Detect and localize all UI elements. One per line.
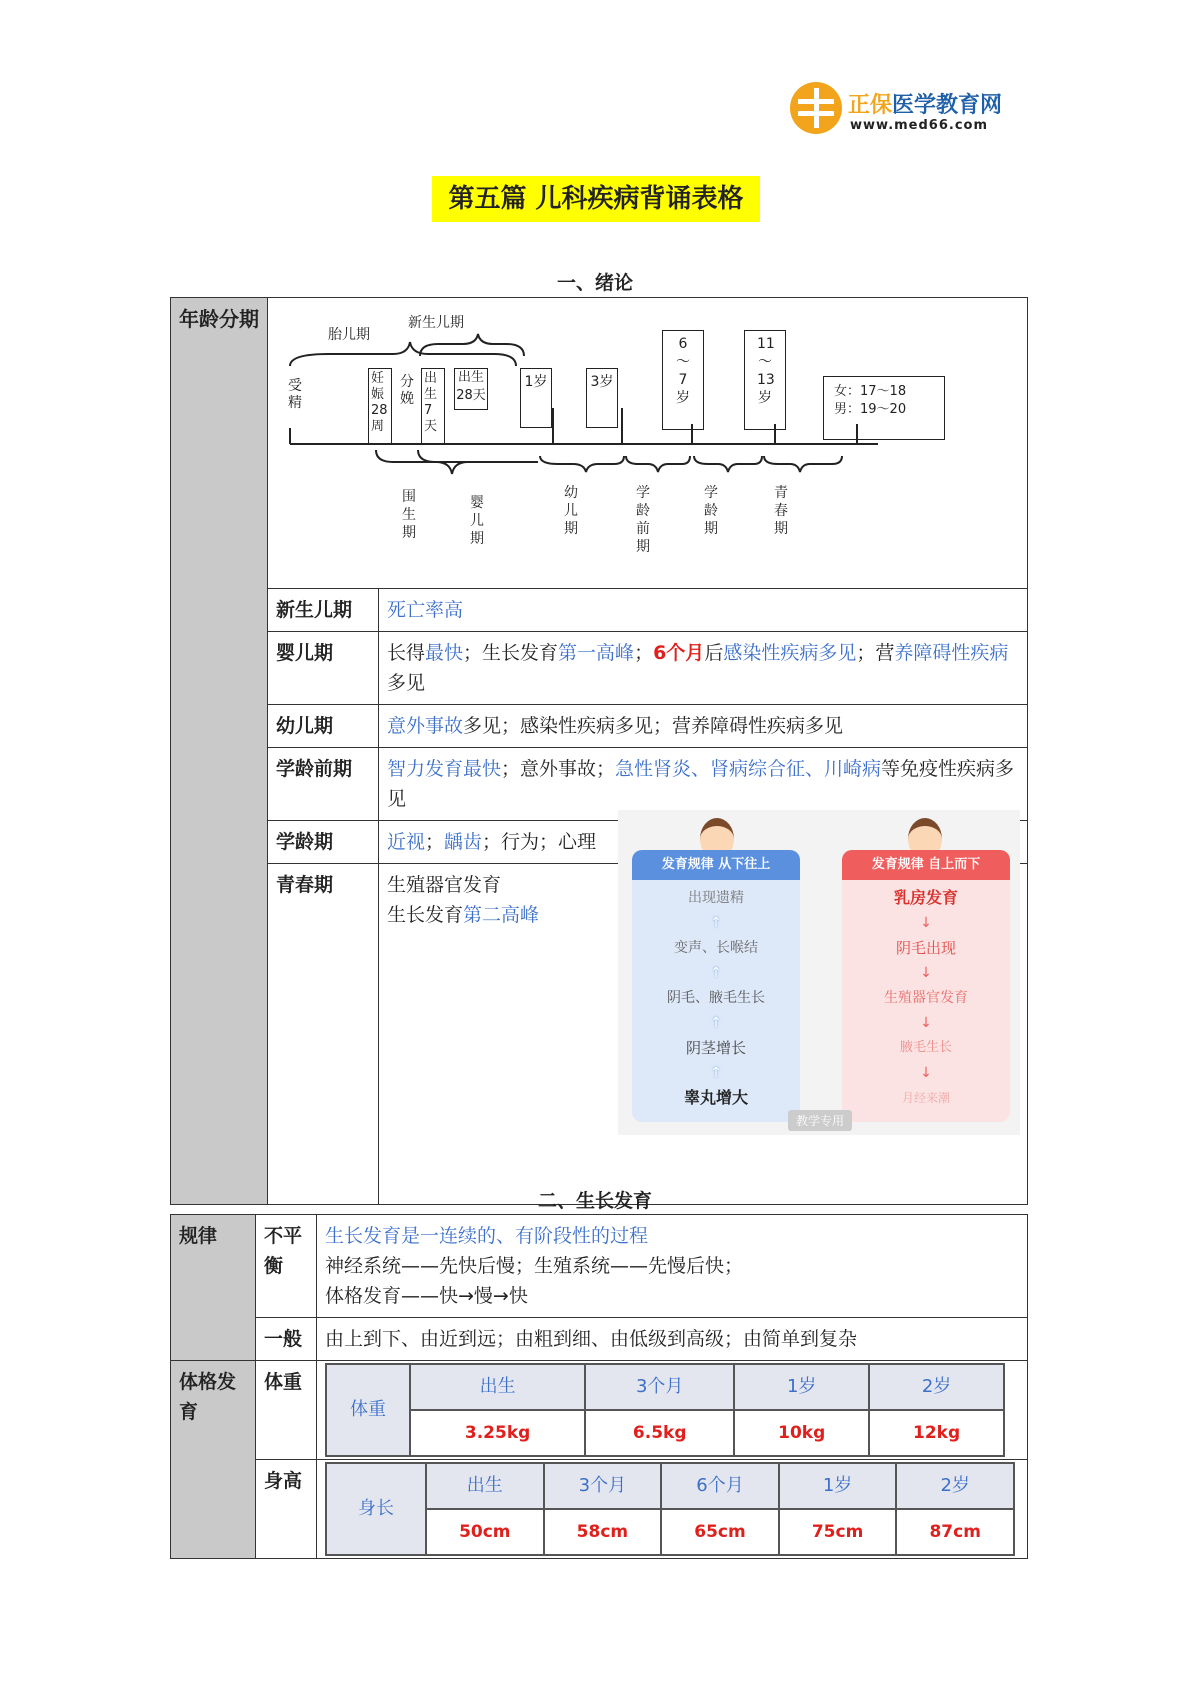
period-preschool: 学龄前期	[268, 748, 379, 821]
period-neonatal-desc: 死亡率高	[379, 589, 1028, 632]
uneven-line-3: 体格发育——快→慢→快	[325, 1285, 528, 1307]
down-arrow-icon: ↓	[920, 915, 932, 931]
label-preschool: 学龄前期	[636, 485, 650, 555]
marker-conception: 受精	[288, 378, 302, 411]
section-heading-growth: 二、生长发育	[537, 1190, 652, 1212]
period-toddler-desc: 意外事故多见；感染性疾病多见；营养障碍性疾病多见	[379, 705, 1028, 748]
logo-name: 正保医学教育网	[848, 93, 1003, 118]
period-preschool-desc: 智力发育最快；意外事故；急性肾炎、肾病综合征、川崎病等免疫性疾病多见	[379, 748, 1028, 821]
document-title: 第五篇 儿科疾病背诵表格	[432, 176, 760, 222]
weight-value: 10kg	[734, 1410, 869, 1456]
weight-header: 出生	[410, 1364, 585, 1410]
marker-delivery: 分娩	[400, 374, 414, 407]
up-arrow-icon: ↑	[710, 965, 722, 981]
down-arrow-icon: ↓	[920, 965, 932, 981]
logo-url: www.med66.com	[850, 118, 989, 133]
row-label-physical: 体格发育	[171, 1361, 256, 1559]
height-header: 1岁	[779, 1463, 897, 1509]
weight-table	[325, 1363, 1005, 1457]
teaching-use-stamp: 教学专用	[788, 1110, 852, 1131]
boy-step-1: 出现遗精	[688, 890, 744, 906]
weight-cell	[317, 1361, 1028, 1460]
adolescence-line-1: 生殖器官发育	[387, 874, 502, 896]
general-desc: 由上到下、由近到远；由粗到细、由低级到高级；由简单到复杂	[317, 1318, 1028, 1361]
up-arrow-icon: ↑	[710, 1015, 722, 1031]
label-height: 身高	[256, 1460, 317, 1559]
weight-header: 3个月	[585, 1364, 734, 1410]
weight-header: 1岁	[734, 1364, 869, 1410]
weight-value: 6.5kg	[585, 1410, 734, 1456]
height-value: 75cm	[779, 1509, 897, 1555]
marker-28-weeks: 妊娠28周	[368, 368, 392, 444]
growth-table	[170, 1214, 1028, 1559]
height-cell	[317, 1460, 1028, 1559]
marker-1-year: 1岁	[520, 368, 552, 428]
height-value: 65cm	[661, 1509, 779, 1555]
label-uneven: 不平衡	[256, 1215, 317, 1318]
age-period-diagram	[268, 298, 1018, 588]
label-infant: 婴儿期	[470, 495, 484, 547]
height-table	[325, 1462, 1015, 1556]
girl-step-1: 乳房发育	[893, 888, 958, 907]
label-weight: 体重	[256, 1361, 317, 1460]
period-school-age: 学龄期	[268, 821, 379, 864]
weight-inner-label: 体重	[326, 1364, 410, 1456]
girl-column-header: 发育规律 自上而下	[842, 850, 1010, 880]
girl-step-4: 腋毛生长	[899, 1040, 952, 1055]
girl-development-column	[842, 850, 1010, 1122]
marker-11-13-years: 11～13岁	[744, 330, 786, 430]
label-perinatal: 围生期	[402, 489, 416, 541]
girl-step-3: 生殖器官发育	[884, 990, 968, 1006]
logo-icon	[790, 82, 842, 134]
height-header: 2岁	[896, 1463, 1014, 1509]
age-diagram-cell	[268, 298, 1028, 589]
weight-header: 2岁	[869, 1364, 1004, 1410]
height-inner-label: 身长	[326, 1463, 426, 1555]
female-age: 女：17～18	[834, 384, 907, 399]
boy-step-2: 变声、长喉结	[674, 940, 758, 956]
male-age: 男：19～20	[834, 402, 907, 417]
up-arrow-icon: ↑	[710, 915, 722, 931]
brand-logo	[790, 80, 1020, 140]
girl-step-2: 阴毛出现	[895, 939, 956, 957]
label-toddler: 幼儿期	[564, 485, 578, 537]
period-infant-desc: 长得最快；生长发育第一高峰；6个月后感染性疾病多见；营养障碍性疾病多见	[379, 632, 1028, 705]
adolescence-line-2: 生长发育第二高峰	[387, 904, 540, 926]
boy-column-header: 发育规律 从下往上	[632, 850, 800, 880]
label-general: 一般	[256, 1318, 317, 1361]
height-value: 50cm	[426, 1509, 544, 1555]
label-school-age: 学龄期	[704, 485, 718, 537]
boy-step-3: 阴毛、腋毛生长	[667, 990, 765, 1006]
weight-value: 12kg	[869, 1410, 1004, 1456]
girl-step-5: 月经来潮	[901, 1091, 950, 1105]
height-header: 6个月	[661, 1463, 779, 1509]
period-school-age-desc: 近视；龋齿；行为；心理	[379, 821, 1028, 864]
down-arrow-icon: ↓	[920, 1015, 932, 1031]
down-arrow-icon: ↓	[920, 1065, 932, 1081]
uneven-line-2: 神经系统——先快后慢；生殖系统——先慢后快；	[325, 1255, 744, 1277]
period-adolescence: 青春期	[268, 864, 379, 1205]
row-label-rules: 规律	[171, 1215, 256, 1361]
weight-value: 3.25kg	[410, 1410, 585, 1456]
height-value: 87cm	[896, 1509, 1014, 1555]
boy-development-column	[632, 850, 800, 1122]
marker-6-7-years: 6～7岁	[662, 330, 704, 430]
label-neonatal: 新生儿期	[408, 315, 464, 331]
marker-birth-28-days: 出生28天	[454, 368, 488, 410]
period-neonatal: 新生儿期	[268, 589, 379, 632]
up-arrow-icon: ↑	[710, 1065, 722, 1081]
marker-birth-7-days: 出生7天	[421, 368, 445, 444]
height-header: 3个月	[544, 1463, 662, 1509]
uneven-desc	[317, 1215, 1028, 1318]
period-infant: 婴儿期	[268, 632, 379, 705]
section-heading-intro: 一、绪论	[556, 272, 633, 294]
boy-step-5: 睾丸增大	[683, 1088, 748, 1107]
period-toddler: 幼儿期	[268, 705, 379, 748]
label-adolescence: 青春期	[774, 485, 788, 537]
uneven-line-1: 生长发育是一连续的、有阶段性的过程	[325, 1225, 649, 1247]
marker-3-years: 3岁	[586, 368, 618, 428]
row-label-age-period: 年龄分期	[171, 298, 268, 1205]
height-value: 58cm	[544, 1509, 662, 1555]
gender-age-box	[823, 376, 945, 440]
height-header: 出生	[426, 1463, 544, 1509]
label-fetal: 胎儿期	[328, 327, 370, 343]
boy-step-4: 阴茎增长	[685, 1039, 746, 1057]
puberty-development-chart	[618, 810, 1020, 1135]
